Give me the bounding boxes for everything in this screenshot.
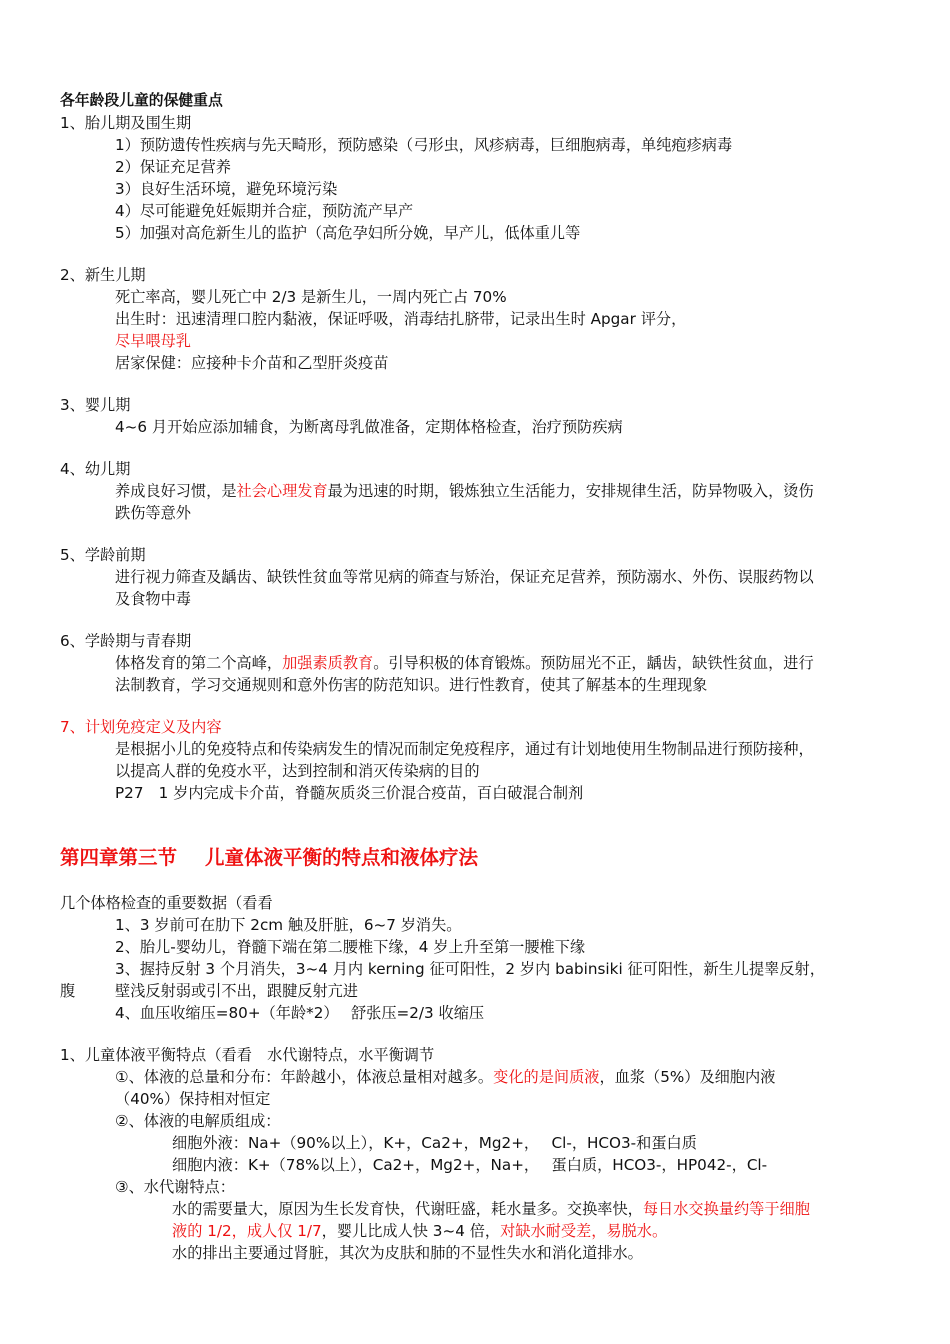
- section-1-heading: 1、胎儿期及围生期: [60, 114, 192, 132]
- exam-line: 4、血压收缩压=80+（年龄*2） 舒张压=2/3 收缩压: [115, 1004, 485, 1022]
- text-run: ①、体液的总量和分布：年龄越小，体液总量相对越多。: [115, 1068, 494, 1086]
- section-4-line: 跌伤等意外: [115, 504, 191, 522]
- exam-line: 壁浅反射弱或引不出，跟腱反射亢进: [115, 982, 358, 1000]
- text-run: 。引导积极的体育锻炼。预防屈光不正，龋齿，缺铁性贫血，进行: [373, 654, 814, 672]
- section-2-line: 居家保健：应接种卡介苗和乙型肝炎疫苗: [115, 354, 389, 372]
- section-3-heading: 3、婴儿期: [60, 396, 131, 414]
- fluid-line: [115, 1067, 775, 1087]
- highlight-run: 每日水交换量约等于细胞: [642, 1200, 810, 1218]
- highlight-run: 变化的是间质液: [493, 1068, 600, 1086]
- section-1-item: 3）良好生活环境，避免环境污染: [115, 180, 338, 198]
- section-5-line: 及食物中毒: [115, 590, 191, 608]
- section-7-heading: 7、计划免疫定义及内容: [60, 718, 222, 736]
- fluid-line: 细胞内液：K+（78%以上），Ca2+，Mg2+，Na+， 蛋白质，HCO3-，HP042-，Cl-: [172, 1156, 768, 1174]
- chapter-title: 儿童体液平衡的特点和液体疗法: [205, 846, 479, 869]
- section-1-item: 1）预防遗传性疾病与先天畸形，预防感染（弓形虫，风疹病毒，巨细胞病毒，单纯疱疹病毒: [115, 136, 733, 154]
- section-5-heading: 5、学龄前期: [60, 546, 146, 564]
- highlight-run: 加强素质教育: [282, 654, 374, 672]
- section-6-heading: 6、学龄期与青春期: [60, 632, 192, 650]
- text-run: 养成良好习惯，是: [115, 482, 237, 500]
- fluid-line: 水的排出主要通过肾脏，其次为皮肤和肺的不显性失水和消化道排水。: [172, 1244, 643, 1262]
- highlight-run: 对缺水耐受差，易脱水。: [500, 1222, 668, 1240]
- document-title: 各年龄段儿童的保健重点: [60, 92, 223, 109]
- section-2-line: 出生时：迅速清理口腔内黏液，保证呼吸，消毒结扎脐带，记录出生时 Apgar 评分，: [115, 310, 687, 328]
- section-7-line: 以提高人群的免疫水平，达到控制和消灭传染病的目的: [115, 762, 480, 780]
- section-7-line: P27 1 岁内完成卡介苗，脊髓灰质炎三价混合疫苗，百白破混合制剂: [115, 784, 584, 802]
- section-4-line: [115, 481, 814, 501]
- highlight-run: 社会心理发育: [236, 482, 328, 500]
- section-2-line: 死亡率高，婴儿死亡中 2/3 是新生儿，一周内死亡占 70%: [115, 288, 507, 306]
- text-run: 最为迅速的时期，锻炼独立生活能力，安排规律生活，防异物吸入，烫伤: [327, 482, 814, 500]
- chapter-number: 第四章第三节: [60, 846, 178, 869]
- section-1-item: 5）加强对高危新生儿的监护（高危孕妇所分娩，早产儿，低体重儿等: [115, 224, 581, 242]
- section-4-heading: 4、幼儿期: [60, 460, 131, 478]
- fluid-line: [172, 1199, 810, 1219]
- exam-line-lead: 腹: [60, 982, 76, 1000]
- text-run: ，婴儿比成人快 3~4 倍，: [321, 1222, 501, 1240]
- fluid-subheading: ③、水代谢特点：: [115, 1178, 235, 1196]
- chapter-heading: [60, 845, 478, 871]
- section-6-line: 法制教育，学习交通规则和意外伤害的防范知识。进行性教育，使其了解基本的生理现象: [115, 676, 708, 694]
- fluid-line: （40%）保持相对恒定: [115, 1090, 271, 1108]
- exam-line: 3、握持反射 3 个月消失，3~4 月内 kerning 征可阳性，2 岁内 babinsiki 征可阳性，新生儿提睾反射，: [115, 960, 825, 978]
- exam-line: 2、胎儿-婴幼儿，脊髓下端在第二腰椎下缘，4 岁上升至第一腰椎下缘: [115, 938, 586, 956]
- section-3-line: 4~6 月开始应添加辅食，为断离母乳做准备，定期体格检查，治疗预防疾病: [115, 418, 623, 436]
- text-run: 水的需要量大，原因为生长发育快，代谢旺盛，耗水量多。交换率快，: [172, 1200, 643, 1218]
- section-6-line: [115, 653, 814, 673]
- section-5-line: 进行视力筛查及龋齿、缺铁性贫血等常见病的筛查与矫治，保证充足营养，预防溺水、外伤、误服药物以: [115, 568, 814, 586]
- section-1-item: 2）保证充足营养: [115, 158, 231, 176]
- fluid-line: [172, 1221, 667, 1241]
- section-2-highlight: 尽早喂母乳: [115, 332, 191, 350]
- section-2-heading: 2、新生儿期: [60, 266, 146, 284]
- exam-line: 1、3 岁前可在肋下 2cm 触及肝脏，6~7 岁消失。: [115, 916, 462, 934]
- text-run: 体格发育的第二个高峰，: [115, 654, 283, 672]
- exam-heading: 几个体格检查的重要数据（看看: [60, 894, 273, 912]
- section-7-line: 是根据小儿的免疫特点和传染病发生的情况而制定免疫程序，通过有计划地使用生物制品进行预防接种，: [115, 740, 814, 758]
- fluid-heading: 1、儿童体液平衡特点（看看 水代谢特点，水平衡调节: [60, 1046, 435, 1064]
- text-run: ，血浆（5%）及细胞内液: [599, 1068, 776, 1086]
- fluid-subheading: ②、体液的电解质组成：: [115, 1112, 281, 1130]
- fluid-line: 细胞外液：Na+（90%以上），K+，Ca2+，Mg2+， Cl-，HCO3-和蛋白质: [172, 1134, 697, 1152]
- section-1-item: 4）尽可能避免妊娠期并合症，预防流产早产: [115, 202, 414, 220]
- highlight-run: 液的 1/2，成人仅 1/7: [172, 1222, 322, 1240]
